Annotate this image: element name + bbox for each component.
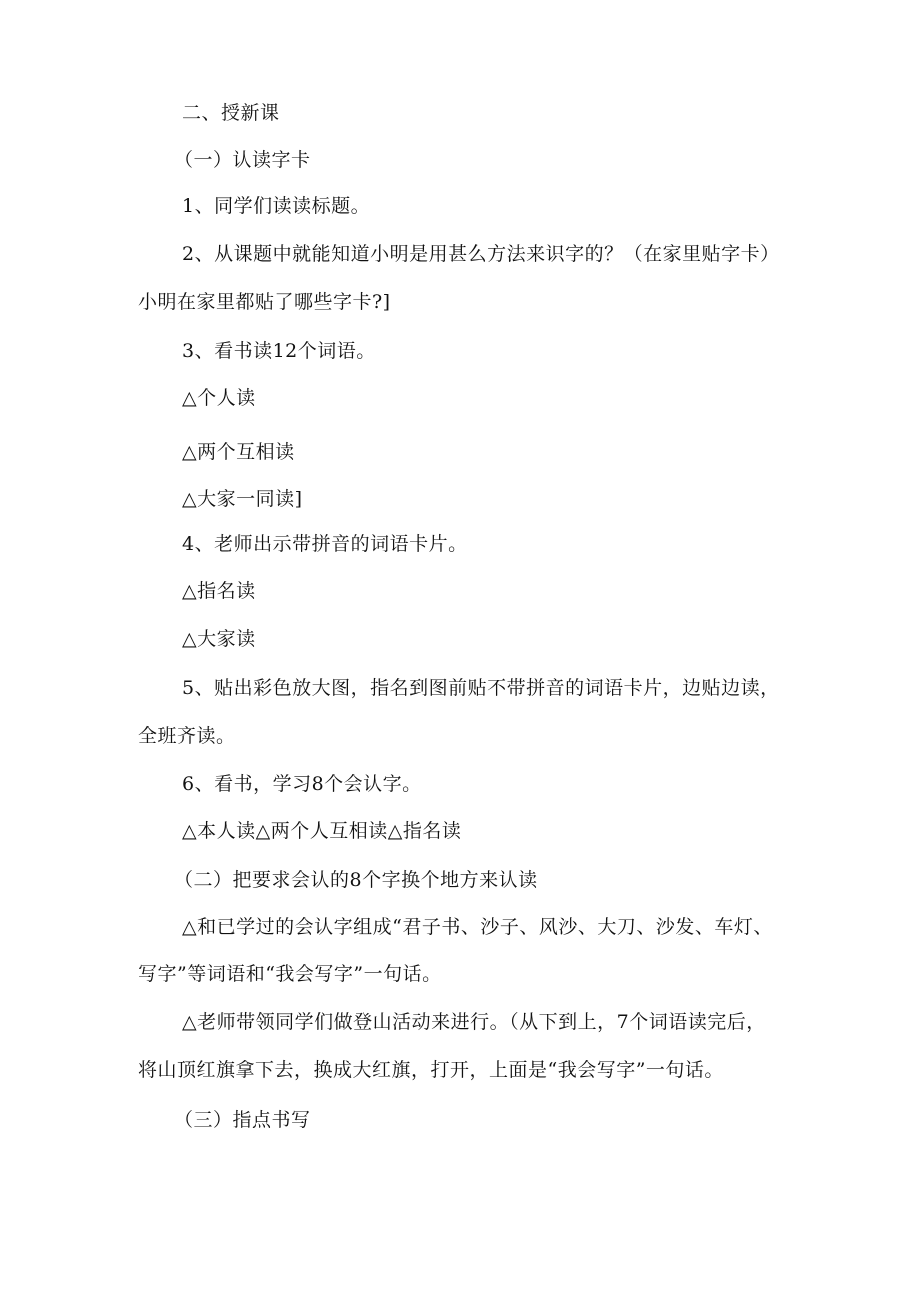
list-item-2-line-1: 2、从课题中就能知道小明是用甚么方法来识字的？（在家里贴字卡） (182, 243, 780, 265)
list-item-5-line-2: 全班齐读。 (138, 725, 236, 747)
list-item-3-sub-c: △大家一同读] (182, 488, 303, 510)
subsection-heading-3: （三）指点书写 (174, 1109, 311, 1131)
list-item-3-sub-a: △个人读 (182, 387, 256, 409)
list-item-6: 6、看书，学习8个会认字。 (182, 773, 422, 795)
subsection-2-para-b-line-1: △老师带领同学们做登山活动来进行。（从下到上，7个词语读完后， (182, 1011, 766, 1033)
list-item-6-sub-a: △本人读△两个人互相读△指名读 (182, 820, 462, 842)
subsection-2-para-a-line-2: 写字”等词语和“我会写字”一句话。 (138, 963, 442, 985)
list-item-3-sub-b: △两个互相读 (182, 441, 295, 463)
list-item-1: 1、同学们读读标题。 (182, 195, 371, 217)
subsection-heading-2: （二）把要求会认的8个字换个地方来认读 (174, 869, 538, 891)
subsection-heading-1: （一）认读字卡 (174, 149, 311, 171)
list-item-2-line-2: 小明在家里都贴了哪些字卡?] (138, 291, 391, 313)
list-item-4-sub-b: △大家读 (182, 628, 256, 650)
list-item-3: 3、看书读12个词语。 (182, 340, 376, 362)
list-item-5-line-1: 5、贴出彩色放大图，指名到图前贴不带拼音的词语卡片，边贴边读， (182, 677, 780, 699)
subsection-2-para-a-line-1: △和已学过的会认字组成“君子书、沙子、风沙、大刀、沙发、车灯、 (182, 916, 773, 938)
section-heading: 二、授新课 (182, 102, 280, 124)
list-item-4-sub-a: △指名读 (182, 580, 256, 602)
list-item-4: 4、老师出示带拼音的词语卡片。 (182, 533, 468, 555)
subsection-2-para-b-line-2: 将山顶红旗拿下去，换成大红旗，打开，上面是“我会写字”一句话。 (138, 1059, 724, 1081)
